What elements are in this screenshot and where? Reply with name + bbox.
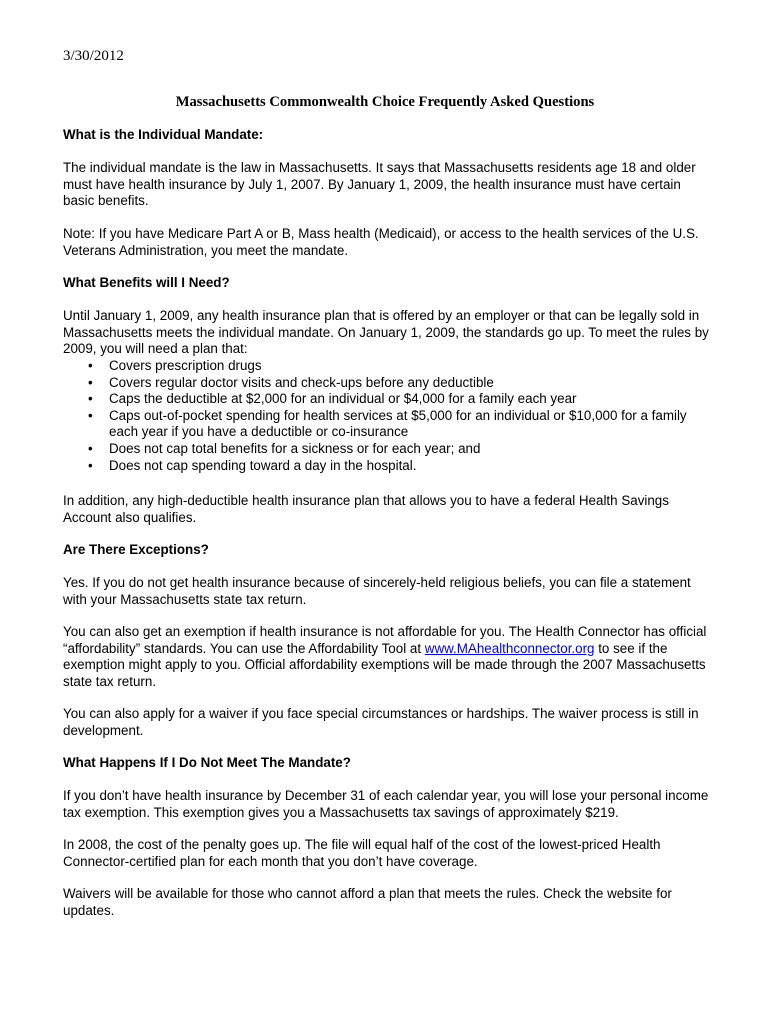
paragraph-affordability-exemption — [63, 624, 715, 690]
paragraph-mandate-definition: The individual mandate is the law in Massachusetts. It says that Massachusetts residents age 18 and older must have health insurance by July 1, 2007. By January 1, 2009, the health insurance must have certain basic benefits. — [63, 160, 696, 209]
list-item-text: Does not cap total benefits for a sickness or for each year; and — [109, 440, 481, 456]
bullet-icon: • — [88, 358, 93, 373]
document-date: 3/30/2012 — [63, 48, 124, 64]
paragraph-hsa-qualifies: In addition, any high-deductible health insurance plan that allows you to have a federal Health Savings Account also qualifies. — [63, 493, 669, 525]
bullet-icon: • — [88, 457, 93, 473]
list-item-text: Caps out-of-pocket spending for health services at $5,000 for an individual or $10,000 for a family each year if you have a deductible or co-insurance — [109, 407, 687, 440]
bullet-icon: • — [88, 440, 93, 456]
list-item-text: Covers regular doctor visits and check-ups before any deductible — [109, 374, 494, 390]
list-item — [63, 375, 715, 392]
paragraph-religious-exception: Yes. If you do not get health insurance because of sincerely-held religious beliefs, you can file a statement with your Massachusetts state tax return. — [63, 575, 691, 607]
heading-consequences: What Happens If I Do Not Meet The Mandate? — [63, 755, 351, 770]
heading-benefits: What Benefits will I Need? — [63, 275, 230, 290]
heading-exceptions: Are There Exceptions? — [63, 542, 209, 557]
bullet-icon: • — [88, 391, 93, 407]
paragraph-mandate-note: Note: If you have Medicare Part A or B, Mass health (Medicaid), or access to the health services of the U.S. Veterans Administration, you meet the mandate. — [63, 226, 699, 258]
list-item-text: Covers prescription drugs — [109, 358, 262, 373]
list-item — [63, 391, 715, 408]
list-item-text: Does not cap spending toward a day in the hospital. — [109, 457, 417, 473]
list-item — [63, 358, 715, 375]
affordability-text-before: You can also get an exemption if health insurance is not affordable for you. The Health Connector has official “affordability” standards. You can use the Affordability Tool at — [63, 624, 707, 656]
paragraph-benefits-intro: Until January 1, 2009, any health insurance plan that is offered by an employer or that can be legally sold in Massachusetts meets the individual mandate. On January 1, 2009, the standards go up. To meet the rules by 2009, you will need a plan that: — [63, 308, 709, 357]
affordability-text-after: to see if the exemption might apply to you. Official affordability exemptions will be made through the 2007 Massachusetts state tax return. — [63, 640, 706, 689]
heading-individual-mandate: What is the Individual Mandate: — [63, 127, 264, 142]
paragraph-tax-exemption-loss: If you don’t have health insurance by December 31 of each calendar year, you will lose your personal income tax exemption. This exemption gives you a Massachusetts tax savings of approximately $219. — [63, 788, 709, 820]
bullet-icon: • — [88, 374, 93, 390]
list-item — [63, 458, 715, 475]
list-item — [63, 408, 715, 441]
list-item-text: Caps the deductible at $2,000 for an individual or $4,000 for a family each year — [109, 391, 577, 407]
paragraph-waivers-available: Waivers will be available for those who cannot afford a plan that meets the rules. Check the website for updates. — [63, 886, 672, 918]
bullet-icon: • — [88, 407, 93, 423]
paragraph-penalty-2008: In 2008, the cost of the penalty goes up. The file will equal half of the cost of the lowest-priced Health Connector-certified plan for each month that you don’t have coverage. — [63, 837, 661, 869]
paragraph-waiver: You can also apply for a waiver if you face special circumstances or hardships. The waiver process is still in development. — [63, 706, 699, 738]
benefit-requirements-list — [63, 358, 715, 474]
health-connector-link[interactable]: www.MAhealthconnector.org — [424, 640, 595, 656]
list-item — [63, 441, 715, 458]
page-title: Massachusetts Commonwealth Choice Frequently Asked Questions — [175, 94, 595, 110]
